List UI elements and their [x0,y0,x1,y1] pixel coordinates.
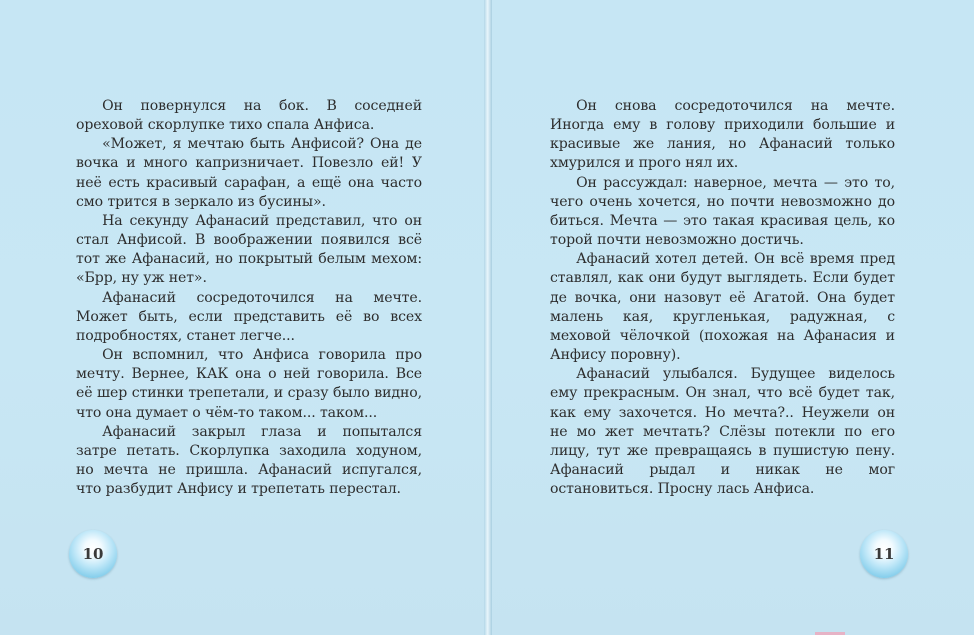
page-number: 11 [873,545,895,563]
paragraph: Он вспомнил, что Анфиса говорила про мечту. Вернее, КАК она о ней говорила. Все её шер стинки трепетали, и сразу было видно, что она думает о чём-то таком... таком... [76,347,423,421]
paragraph: Афанасий улыбался. Будущее виделось ему прекрасным. Он знал, что всё будет так, как ему захочется. Но мечта?.. Неужели он не мо жет мечтать? Слёзы потекли по его лицу, тут же превращаясь в пушистую пену. Афанасий рыдал и никак не мог остановиться. Просну лась Анфиса. [550,366,896,498]
paragraph: Он повернулся на бок. В соседней ореховой скорлупке тихо спала Анфиса. [76,98,422,134]
page-number: 10 [82,545,104,563]
page-number-badge-right [860,530,908,578]
paragraph: Афанасий сосредоточился на мечте. Может быть, если представить её во всех подробностях, станет легче... [76,289,422,344]
paragraph: Он рассуждал: наверное, мечта — это то, чего очень хочется, но почти невозможно до биться. Мечта — это такая красивая цель, ко торой почти невозможно достичь. [550,174,895,249]
book-gutter [484,0,492,635]
right-page-text [550,97,895,499]
paragraph: На секунду Афанасий представил, что он стал Анфисой. В воображении появился всё тот же Афанасий, но покрытый белым мехом: «Брр, ну уж нет». [76,212,422,287]
paragraph: Афанасий хотел детей. Он всё время пред ставлял, как они будут выглядеть. Если будет де вочка, они назовут её Агатой. Она будет малень кая, кругленькая, радужная, с меховой чёлочкой (похожая на Афанасия и Анфису поровну). [550,251,895,364]
paragraph: Афанасий закрыл глаза и попытался затре петать. Скорлупка заходила ходуном, но мечта не пришла. Афанасий испугался, что разбудит Анфису и трепетать перестал. [76,423,422,498]
paragraph: «Может, я мечтаю быть Анфисой? Она де вочка и много капризничает. Повезло ей! У неё есть красивый сарафан, а ещё она часто смо трится в зеркало из бусины». [76,136,422,210]
left-page-text [76,97,422,499]
paragraph: Он снова сосредоточился на мечте. Иногда ему в голову приходили большие и красивые же лания, но Афанасий только хмурился и прого нял их. [550,98,896,172]
page-number-badge-left [69,530,117,578]
